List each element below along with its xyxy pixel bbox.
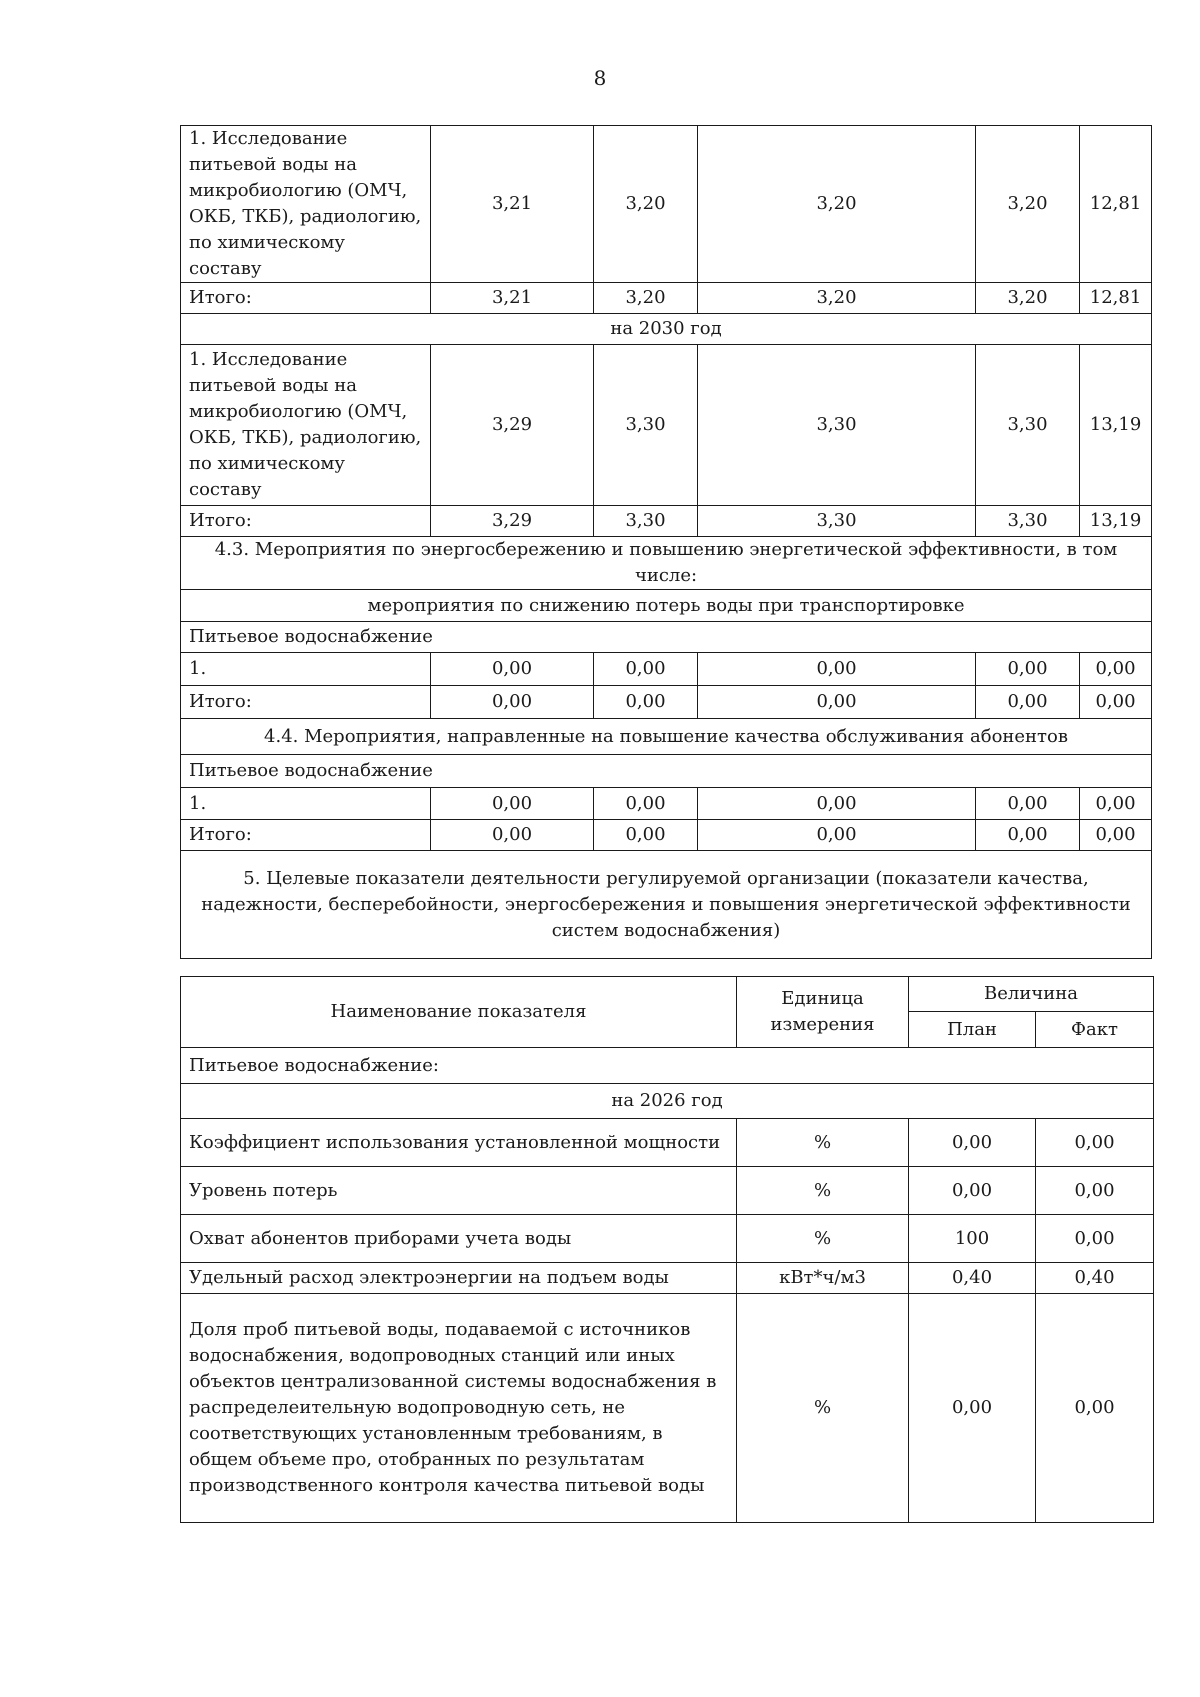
indicator-name: Уровень потерь (181, 1167, 737, 1215)
value-cell: 3,30 (976, 506, 1080, 537)
value-cell: 0,00 (698, 653, 976, 686)
value-cell: 0,00 (976, 686, 1080, 719)
value-cell: 12,81 (1080, 283, 1152, 314)
value-cell: 0,00 (976, 788, 1080, 820)
section-heading-row (181, 851, 1152, 959)
indicator-plan: 0,00 (909, 1167, 1036, 1215)
activities-table (180, 125, 1152, 959)
indicator-unit: % (737, 1167, 909, 1215)
item-name: 1. Исследование питьевой воды на микробиологию (ОМЧ, ОКБ, ТКБ), радиологию, по химическому составу (181, 345, 431, 506)
value-cell: 3,20 (594, 283, 698, 314)
header-row (181, 977, 1154, 1012)
value-cell: 3,30 (698, 506, 976, 537)
value-cell: 3,20 (594, 126, 698, 283)
year-label: на 2026 год (181, 1084, 1154, 1119)
indicator-plan: 0,40 (909, 1263, 1036, 1294)
table-row (181, 345, 1152, 506)
value-cell: 13,19 (1080, 345, 1152, 506)
section-4-3-title: 4.3. Мероприятия по энергосбережению и повышению энергетической эффективности, в том числе: (181, 537, 1152, 590)
group-row (181, 1048, 1154, 1084)
section-heading-row (181, 719, 1152, 755)
indicator-fact: 0,40 (1036, 1263, 1154, 1294)
indicator-row (181, 1119, 1154, 1167)
value-cell: 13,19 (1080, 506, 1152, 537)
value-cell: 3,21 (431, 283, 594, 314)
indicator-unit: % (737, 1215, 909, 1263)
value-cell: 0,00 (1080, 820, 1152, 851)
total-label: Итого: (181, 506, 431, 537)
year-label: на 2030 год (181, 314, 1152, 345)
total-label: Итого: (181, 686, 431, 719)
value-cell: 0,00 (431, 788, 594, 820)
indicator-name: Коэффициент использования установленной мощности (181, 1119, 737, 1167)
value-cell: 3,20 (698, 283, 976, 314)
section-heading-row (181, 537, 1152, 590)
indicator-name: Доля проб питьевой воды, подаваемой с источников водоснабжения, водопроводных станций или иных объектов централизованной системы водоснабжения в распределеительную водопроводную сеть, не соответствующих установленным требованиям, в общем объеме про, отобранных по результатам производственного контроля качества питьевой воды (181, 1294, 737, 1523)
indicators-table (180, 976, 1154, 1523)
item-name: 1. Исследование питьевой воды на микробиологию (ОМЧ, ОКБ, ТКБ), радиологию, по химическому составу (181, 126, 431, 283)
total-row (181, 686, 1152, 719)
value-cell: 0,00 (976, 820, 1080, 851)
value-cell: 0,00 (698, 686, 976, 719)
section-4-4-title: 4.4. Мероприятия, направленные на повышение качества обслуживания абонентов (181, 719, 1152, 755)
value-cell: 0,00 (1080, 788, 1152, 820)
indicator-fact: 0,00 (1036, 1119, 1154, 1167)
header-plan: План (909, 1012, 1036, 1048)
total-row (181, 820, 1152, 851)
value-cell: 3,20 (976, 126, 1080, 283)
table-row (181, 653, 1152, 686)
indicator-fact: 0,00 (1036, 1294, 1154, 1523)
header-name: Наименование показателя (181, 977, 737, 1048)
indicator-row (181, 1215, 1154, 1263)
value-cell: 3,20 (698, 126, 976, 283)
total-label: Итого: (181, 283, 431, 314)
group-row (181, 755, 1152, 788)
value-cell: 0,00 (594, 653, 698, 686)
header-unit: Единица измерения (737, 977, 909, 1048)
value-cell: 3,20 (976, 283, 1080, 314)
page-number: 8 (593, 66, 607, 90)
value-cell: 0,00 (1080, 686, 1152, 719)
indicator-unit: % (737, 1119, 909, 1167)
value-cell: 0,00 (976, 653, 1080, 686)
item-label: 1. (181, 788, 431, 820)
indicator-row (181, 1294, 1154, 1523)
section-4-3-subtitle: мероприятия по снижению потерь воды при транспортировке (181, 590, 1152, 622)
item-label: 1. (181, 653, 431, 686)
total-row (181, 283, 1152, 314)
indicator-row (181, 1263, 1154, 1294)
group-row (181, 622, 1152, 653)
value-cell: 0,00 (1080, 653, 1152, 686)
value-cell: 0,00 (594, 820, 698, 851)
section-5-title: 5. Целевые показатели деятельности регулируемой организации (показатели качества, надежности, бесперебойности, энергосбережения и повышения энергетической эффективности систем водоснабжения) (181, 851, 1152, 959)
value-cell: 0,00 (431, 653, 594, 686)
indicator-fact: 0,00 (1036, 1215, 1154, 1263)
indicator-name: Удельный расход электроэнергии на подъем воды (181, 1263, 737, 1294)
value-cell: 3,29 (431, 345, 594, 506)
value-cell: 0,00 (431, 820, 594, 851)
total-label: Итого: (181, 820, 431, 851)
year-row (181, 1084, 1154, 1119)
indicator-unit: % (737, 1294, 909, 1523)
indicator-plan: 0,00 (909, 1119, 1036, 1167)
group-label: Питьевое водоснабжение (181, 622, 1152, 653)
value-cell: 12,81 (1080, 126, 1152, 283)
subsection-row (181, 590, 1152, 622)
value-cell: 0,00 (594, 686, 698, 719)
value-cell: 0,00 (698, 788, 976, 820)
value-cell: 0,00 (594, 788, 698, 820)
value-cell: 0,00 (698, 820, 976, 851)
value-cell: 3,30 (594, 506, 698, 537)
value-cell: 3,30 (594, 345, 698, 506)
value-cell: 3,29 (431, 506, 594, 537)
table-row (181, 788, 1152, 820)
indicator-plan: 100 (909, 1215, 1036, 1263)
header-value: Величина (909, 977, 1154, 1012)
value-cell: 3,30 (698, 345, 976, 506)
value-cell: 3,30 (976, 345, 1080, 506)
group-label: Питьевое водоснабжение (181, 755, 1152, 788)
indicator-name: Охват абонентов приборами учета воды (181, 1215, 737, 1263)
value-cell: 3,21 (431, 126, 594, 283)
group-label: Питьевое водоснабжение: (181, 1048, 1154, 1084)
total-row (181, 506, 1152, 537)
indicator-unit: кВт*ч/м3 (737, 1263, 909, 1294)
indicator-row (181, 1167, 1154, 1215)
value-cell: 0,00 (431, 686, 594, 719)
indicator-plan: 0,00 (909, 1294, 1036, 1523)
table-row (181, 126, 1152, 283)
indicator-fact: 0,00 (1036, 1167, 1154, 1215)
header-fact: Факт (1036, 1012, 1154, 1048)
year-row (181, 314, 1152, 345)
